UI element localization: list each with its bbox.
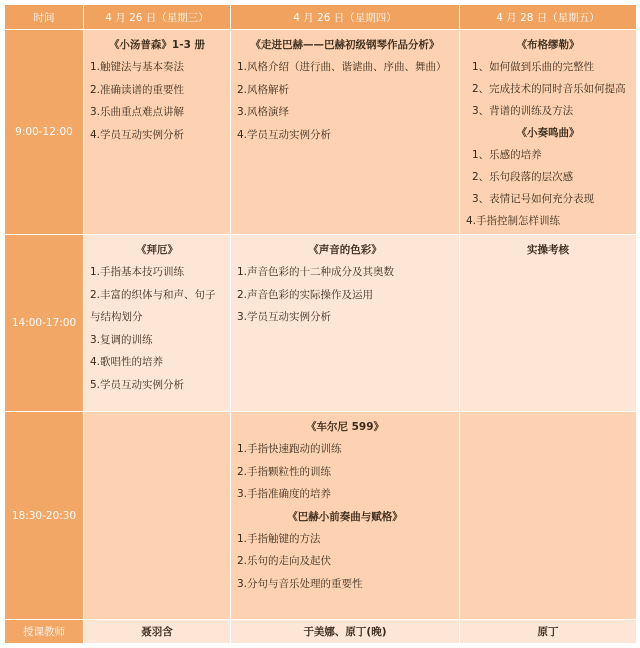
course-item: 4.歌唱性的培养 — [90, 356, 164, 369]
schedule-table — [4, 4, 637, 644]
cell-evening-day3 — [460, 412, 637, 619]
course-title: 《小汤普森》1-3 册 — [108, 39, 206, 51]
course-item: 1、如何做到乐曲的完整性 — [472, 61, 595, 73]
course-item: 1.手指快速跑动的训练 — [237, 443, 342, 456]
course-item: 2、乐句段落的层次感 — [472, 171, 574, 183]
course-item: 3.分句与音乐处理的重要性 — [237, 577, 363, 590]
course-title: 《巴赫小前奏曲与赋格》 — [287, 510, 403, 523]
course-title: 《拜厄》 — [136, 244, 178, 257]
cell-afternoon-day3 — [460, 235, 637, 412]
course-item: 2.准确读谱的重要性 — [90, 83, 185, 96]
time-morning: 9:00-12:00 — [5, 30, 84, 235]
cell-afternoon-day1 — [84, 235, 231, 412]
teachers-label: 授课教师 — [5, 619, 84, 643]
cell-morning-day1 — [84, 30, 231, 235]
course-item: 2、完成技术的同时音乐如何提高 — [472, 83, 626, 95]
course-item: 2.风格解析 — [237, 83, 290, 96]
course-title: 《小奏鸣曲》 — [516, 127, 580, 139]
course-item: 5.学员互动实例分析 — [90, 378, 185, 391]
course-item: 1.触键法与基本奏法 — [90, 61, 185, 73]
course-item: 3.复调的训练 — [90, 333, 153, 346]
cell-evening-day1 — [84, 412, 231, 619]
course-item: 2.乐句的走向及起伏 — [237, 555, 332, 568]
course-title: 《布格缪勒》 — [516, 39, 580, 51]
header-time: 时间 — [5, 5, 84, 30]
cell-afternoon-day2 — [231, 235, 460, 412]
teacher-day1: 聂羽含 — [84, 619, 231, 643]
course-item: 1.手指触键的方法 — [237, 532, 321, 545]
teacher-day3: 原丁 — [460, 619, 637, 643]
course-item: 2.手指颗粒性的训练 — [237, 465, 332, 478]
course-item: 4.手指控制怎样训练 — [466, 215, 561, 227]
time-afternoon: 14:00-17:00 — [5, 235, 84, 412]
course-item: 3、表情记号如何充分表现 — [472, 193, 595, 205]
course-item: 1.手指基本技巧训练 — [90, 266, 185, 279]
course-title: 《走进巴赫——巴赫初级钢琴作品分析》 — [250, 39, 440, 51]
course-item: 4.学员互动实例分析 — [90, 128, 185, 141]
course-title: 《声音的色彩》 — [308, 244, 382, 257]
course-item: 1.风格介绍（进行曲、谐谑曲、序曲、舞曲） — [237, 61, 447, 73]
row-morning — [5, 30, 637, 235]
teacher-day2: 于美娜、原丁(晚) — [231, 619, 460, 643]
row-afternoon — [5, 235, 637, 412]
course-item: 3.学员互动实例分析 — [237, 311, 332, 324]
course-item: 1、乐感的培养 — [472, 149, 542, 161]
header-day2: 4 月 26 日（星期四） — [231, 5, 460, 30]
course-item: 4.学员互动实例分析 — [237, 128, 332, 141]
course-title: 《车尔尼 599》 — [305, 421, 385, 434]
header-row — [5, 5, 637, 30]
course-title: 实操考核 — [527, 244, 569, 257]
course-item: 与结构划分 — [90, 311, 143, 324]
cell-evening-day2 — [231, 412, 460, 619]
cell-morning-day2 — [231, 30, 460, 235]
cell-morning-day3 — [460, 30, 637, 235]
course-item: 3、背谱的训练及方法 — [472, 105, 574, 117]
course-item: 1.声音色彩的十二种成分及其奥数 — [237, 266, 395, 279]
course-item: 3.乐曲重点难点讲解 — [90, 106, 185, 118]
header-day1: 4 月 26 日（星期三） — [84, 5, 231, 30]
row-teachers — [5, 619, 637, 643]
course-item: 3.风格演绎 — [237, 106, 290, 118]
header-day3: 4 月 28 日（星期五） — [460, 5, 637, 30]
time-evening: 18:30-20:30 — [5, 412, 84, 619]
row-evening — [5, 412, 637, 619]
course-item: 3.手指准确度的培养 — [237, 488, 332, 501]
course-item: 2.声音色彩的实际操作及运用 — [237, 288, 374, 301]
course-item: 2.丰富的织体与和声、句子 — [90, 288, 216, 301]
